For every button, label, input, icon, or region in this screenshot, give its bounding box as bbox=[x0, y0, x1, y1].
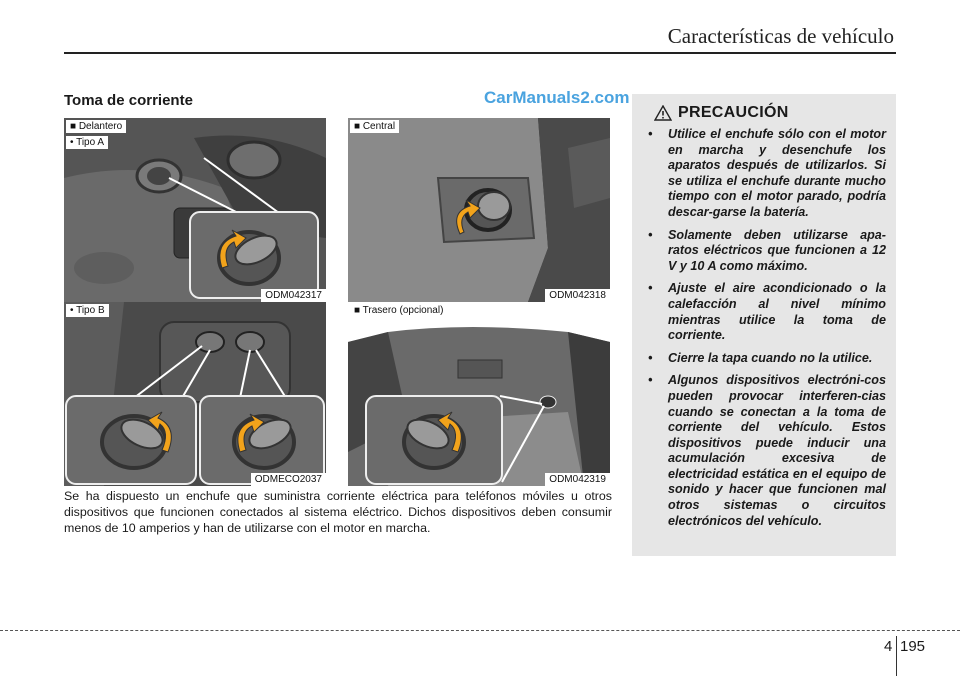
photo-central bbox=[348, 118, 610, 302]
photo-front-type-a bbox=[64, 118, 326, 302]
photo-code: ODM042317 bbox=[261, 289, 326, 302]
page-header-title: Características de vehículo bbox=[667, 24, 894, 48]
caution-item-text: Solamente deben utilizarse apa-ratos eléctricos que funcionen a 12 V y 10 A como máximo. bbox=[668, 227, 886, 273]
photo-tag-central: ■ Central bbox=[350, 120, 399, 133]
section-title: Toma de corriente bbox=[64, 92, 193, 109]
caution-item-text: Utilice el enchufe sólo con el motor en marcha y desenchufe los aparatos después de utilizarlos. Si se utiliza el enchufe durante mucho tiempo con el motor parado, podría descar-garse la batería. bbox=[668, 127, 886, 219]
bullet-icon: • bbox=[648, 281, 653, 296]
caution-item-text: Algunos dispositivos electróni-cos pueden provocar interferen-cias cuando se conectan a la toma de corriente del vehículo. Estos dispositivos puede inducir una acumulación excesiva de electricidad estática en el equipo de sonido y hacer que funcionen mal otros sistemas o circuitos electrónicos del vehículo. bbox=[668, 373, 886, 528]
caution-item bbox=[642, 351, 886, 367]
caution-box bbox=[632, 94, 896, 556]
photo-code: ODMECO2037 bbox=[251, 473, 326, 486]
warning-triangle-icon bbox=[654, 105, 672, 121]
footer-rule bbox=[0, 630, 960, 631]
caution-item-text: Cierre la tapa cuando no la utilice. bbox=[668, 350, 873, 365]
rear-cargo-illustration bbox=[348, 302, 610, 486]
header-rule bbox=[64, 52, 896, 54]
chapter-number: 4 bbox=[884, 638, 893, 655]
watermark-link[interactable]: CarManuals2.com bbox=[484, 88, 630, 107]
photo-tag-trasero: ■ Trasero (opcional) bbox=[350, 304, 447, 317]
bullet-icon: • bbox=[648, 373, 653, 388]
caution-item bbox=[642, 281, 886, 343]
caution-header bbox=[654, 104, 886, 122]
caution-item bbox=[642, 228, 886, 275]
caution-title: PRECAUCIÓN bbox=[678, 104, 789, 121]
bullet-icon: • bbox=[648, 127, 653, 141]
caution-list bbox=[642, 127, 886, 529]
caution-item-text: Ajuste el aire acondicionado o la calefacción al nivel mínimo mientras utilice la toma de corriente. bbox=[668, 281, 886, 343]
bullet-icon: • bbox=[648, 350, 653, 365]
photo-rear bbox=[348, 302, 610, 486]
photo-tag-delantero: ■ Delantero bbox=[66, 120, 126, 133]
central-console-illustration bbox=[348, 118, 610, 302]
photo-code: ODM042319 bbox=[545, 473, 610, 486]
bullet-icon: • bbox=[648, 227, 653, 242]
photo-tag-tipo-a: • Tipo A bbox=[66, 136, 108, 149]
caution-item bbox=[642, 373, 886, 529]
photo-code: ODM042318 bbox=[545, 289, 610, 302]
page-separator bbox=[896, 636, 897, 676]
photo-tag-tipo-b: • Tipo B bbox=[66, 304, 109, 317]
front-console-type-b-illustration bbox=[64, 302, 326, 486]
body-paragraph: Se ha dispuesto un enchufe que suministra corriente eléctrica para teléfonos móviles u otros dispositivos que funcionen conectados al sistema eléctrico. Dichos dispositivos deben consumir menos de 10 amperios y han de utilizarse con el motor en marcha. bbox=[64, 489, 612, 536]
photo-front-type-b bbox=[64, 302, 326, 486]
page-number: 195 bbox=[900, 638, 926, 655]
caution-item bbox=[642, 127, 886, 221]
